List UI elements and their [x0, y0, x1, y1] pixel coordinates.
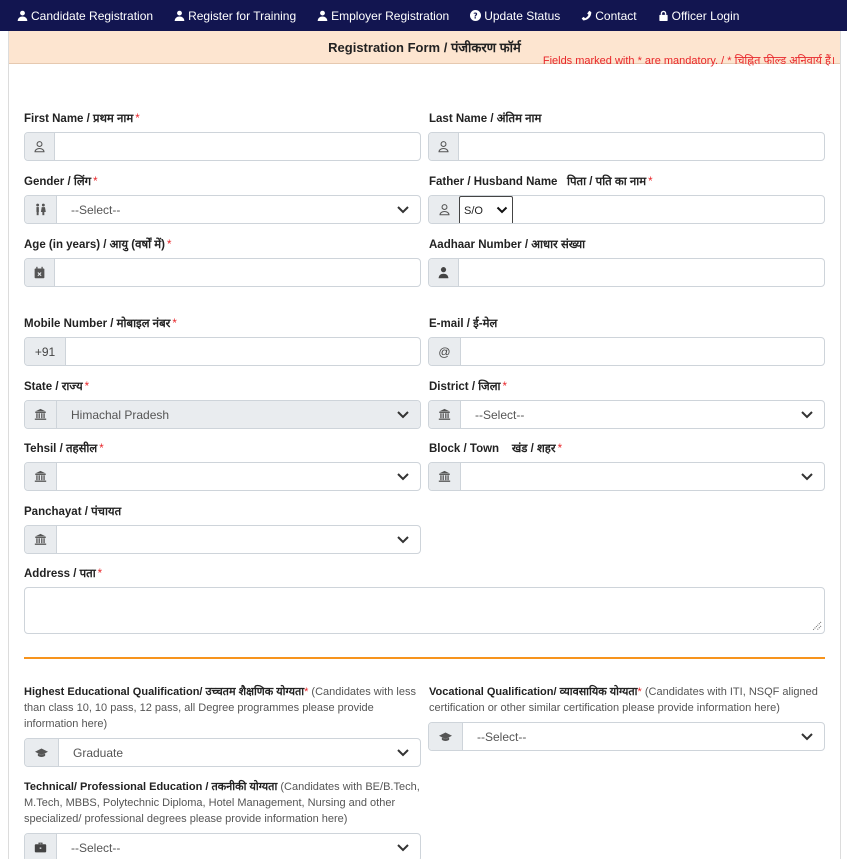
user-icon [317, 10, 328, 21]
bank-icon [429, 401, 461, 428]
chevron-down-icon [396, 843, 410, 853]
state-group [24, 400, 421, 429]
label-note: (Candidates with BE/B.Tech, M.Tech, MBBS, Polytechnic Diploma, Hotel Management, Nursing and other specialized/ professional degrees please provide information here) [24, 781, 420, 825]
last-name-group [428, 132, 825, 161]
bank-icon [25, 526, 57, 553]
father-husband-input[interactable] [513, 196, 824, 223]
nav-label: Register for Training [188, 8, 297, 23]
aadhaar-label [429, 237, 585, 252]
label-text: Vocational Qualification/ व्यावसायिक योग्यता [429, 686, 638, 698]
age-group [24, 258, 421, 287]
required-mark: * [84, 381, 90, 393]
mobile-label [24, 316, 177, 331]
state-select[interactable] [57, 401, 420, 428]
label-text: Tehsil / तहसील [24, 443, 98, 455]
district-select[interactable] [461, 401, 824, 428]
district-group [428, 400, 825, 429]
tehsil-group [24, 462, 421, 491]
first-name-group [24, 132, 421, 161]
last-name-input[interactable] [459, 133, 824, 160]
technical-label [24, 779, 424, 827]
label-note: (Candidates with less than class 10, 10 pass, 12 pass, all Degree programmes please provide information here) [24, 686, 416, 730]
email-label [429, 316, 497, 331]
required-mark: * [97, 568, 103, 580]
highest-edu-select[interactable] [59, 739, 420, 766]
nav-register-training[interactable] [174, 9, 296, 23]
required-mark: * [648, 176, 653, 188]
mobile-group [24, 337, 421, 366]
nav-candidate-registration[interactable] [17, 9, 153, 23]
user-outline-icon [25, 133, 55, 160]
label-text: Panchayat / पंचायत [24, 506, 122, 518]
label-text: Aadhaar Number / आधार संख्या [429, 239, 586, 251]
selected-value: Himachal Pradesh [71, 407, 170, 422]
father-husband-label [429, 174, 653, 189]
selected-value: --Select-- [475, 407, 525, 422]
calendar-icon [25, 259, 55, 286]
label-text: Mobile Number / मोबाइल नंबर [24, 318, 171, 330]
selected-value: Graduate [73, 745, 124, 760]
panchayat-label [24, 504, 121, 519]
nav-officer-login[interactable] [658, 9, 740, 23]
required-mark: * [135, 113, 140, 125]
bank-icon [429, 463, 461, 490]
technical-group [24, 833, 421, 859]
panchayat-group [24, 525, 421, 554]
required-mark: * [99, 443, 104, 455]
graduation-cap-icon [25, 739, 59, 766]
highest-edu-group [24, 738, 421, 767]
gender-label [24, 174, 98, 189]
last-name-label [429, 111, 541, 126]
label-text: District / जिला [429, 381, 501, 393]
nav-label: Officer Login [671, 8, 740, 23]
label-text: State / राज्य [24, 381, 83, 393]
lock-icon [658, 10, 669, 21]
nav-label: Update Status [484, 8, 561, 23]
form-title: Registration Form / पंजीकरण फॉर्म [9, 31, 840, 64]
mobile-input[interactable] [66, 338, 420, 365]
user-outline-icon [429, 133, 459, 160]
panchayat-select[interactable] [57, 526, 420, 553]
svg-text:?: ? [473, 11, 478, 21]
label-text: Father / Husband Name पिता / पति का नाम [429, 176, 647, 188]
chevron-down-icon [396, 410, 410, 420]
required-mark: * [502, 381, 507, 393]
selected-value: --Select-- [477, 729, 527, 744]
gender-select[interactable] [57, 196, 420, 223]
male-female-icon [25, 196, 57, 223]
address-label [24, 566, 102, 581]
highest-edu-label [24, 684, 424, 732]
mandatory-note: Fields marked with * are mandatory. / * चिह्नित फील्ड अनिवार्य हैं। [542, 55, 835, 67]
resize-handle-icon[interactable] [812, 621, 822, 631]
user-icon [17, 10, 28, 21]
father-husband-group [428, 195, 825, 224]
chevron-down-icon [396, 472, 410, 482]
label-text: Age (in years) / आयु (वर्षों में) [24, 239, 166, 251]
nav-label: Candidate Registration [31, 8, 154, 23]
nav-update-status[interactable] [470, 9, 560, 23]
label-text: E-mail / ई-मेल [429, 318, 498, 330]
address-textarea[interactable] [24, 587, 825, 634]
technical-select[interactable] [57, 834, 420, 859]
age-label [24, 237, 172, 252]
first-name-label [24, 111, 140, 126]
vocational-label [429, 684, 829, 716]
email-group [428, 337, 825, 366]
user-solid-icon [429, 259, 459, 286]
gender-group [24, 195, 421, 224]
chevron-down-icon [396, 535, 410, 545]
label-text: Last Name / अंतिम नाम [429, 113, 542, 125]
graduation-cap-icon [429, 723, 463, 750]
vocational-select[interactable] [463, 723, 824, 750]
required-mark: * [637, 686, 642, 698]
nav-contact[interactable] [581, 9, 636, 23]
required-mark: * [304, 686, 309, 698]
required-mark: * [167, 239, 172, 251]
label-text: Block / Town खंड / शहर [429, 443, 556, 455]
selected-value: --Select-- [71, 840, 121, 855]
country-code-prefix: +91 [25, 338, 66, 365]
tehsil-label [24, 441, 104, 456]
user-icon [174, 10, 185, 21]
chevron-down-icon [800, 410, 814, 420]
section-divider [24, 657, 825, 659]
briefcase-icon [25, 834, 57, 859]
label-text: First Name / प्रथम नाम [24, 113, 134, 125]
question-circle-icon [470, 10, 481, 21]
relation-select[interactable] [459, 196, 513, 224]
first-name-input[interactable] [55, 133, 420, 160]
selected-value: S/O [464, 204, 483, 217]
chevron-down-icon [800, 472, 814, 482]
district-label [429, 379, 507, 394]
chevron-down-icon [396, 748, 410, 758]
label-text: Technical/ Professional Education / तकनीकी योग्यता [24, 781, 278, 793]
required-mark: * [172, 318, 177, 330]
label-note: (Candidates with ITI, NSQF aligned certification or other similar certification please provide information here) [429, 686, 818, 714]
tehsil-select[interactable] [57, 463, 420, 490]
vocational-group [428, 722, 825, 751]
label-text: Address / पता [24, 568, 96, 580]
required-mark: * [557, 443, 563, 455]
label-text: Highest Educational Qualification/ उच्चतम शैक्षणिक योग्यता [24, 686, 305, 698]
aadhaar-group [428, 258, 825, 287]
email-input[interactable] [461, 338, 824, 365]
label-text: Gender / लिंग [24, 176, 92, 188]
top-nav [0, 0, 847, 31]
phone-icon [581, 10, 592, 21]
nav-label: Employer Registration [331, 8, 450, 23]
block-group [428, 462, 825, 491]
at-icon: @ [429, 338, 461, 365]
required-mark: * [93, 176, 98, 188]
user-outline-icon [429, 196, 459, 223]
state-label [24, 379, 89, 394]
block-label [429, 441, 562, 456]
chevron-down-icon [396, 205, 410, 215]
bank-icon [25, 463, 57, 490]
nav-label: Contact [595, 8, 637, 23]
bank-icon [25, 401, 57, 428]
chevron-down-icon [800, 732, 814, 742]
age-input[interactable] [55, 259, 420, 286]
selected-value: --Select-- [71, 202, 121, 217]
block-select[interactable] [461, 463, 824, 490]
nav-employer-registration[interactable] [317, 9, 449, 23]
chevron-down-icon [496, 206, 508, 215]
aadhaar-input[interactable] [459, 259, 824, 286]
